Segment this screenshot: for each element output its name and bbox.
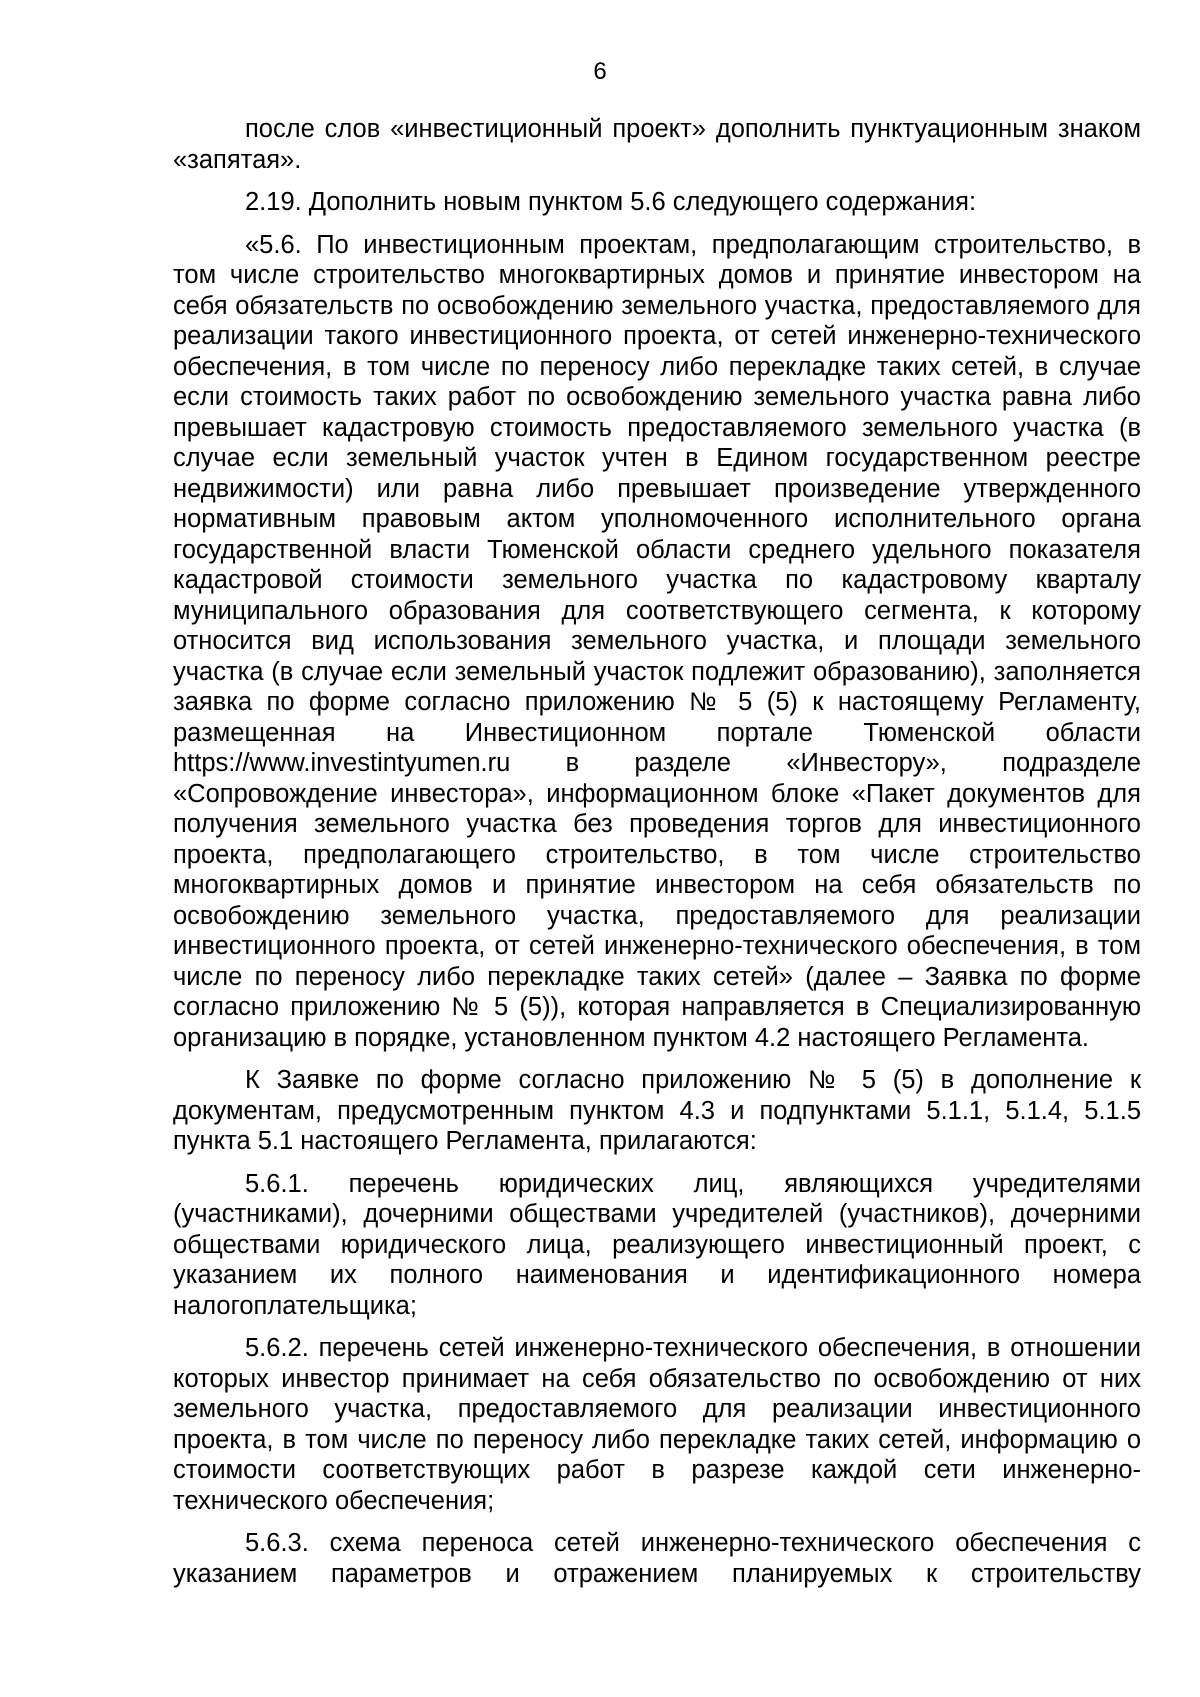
paragraph-2-19: 2.19. Дополнить новым пунктом 5.6 следующего содержания: [245,188,977,216]
paragraph-5-6-1: 5.6.1. перечень юридических лиц, являющихся учредителями (участниками), дочерними обществами учредителей (участников), дочерними обществами юридического лица, реализующего инвестиционный проект, с указанием их полного наименования и идентификационного номера налогоплательщика; [173,1169,1141,1320]
paragraph-application-attachments: К Заявке по форме согласно приложению № 5 (5) в дополнение к документам, предусмотренным пунктом 4.3 и подпунктами 5.1.1, 5.1.4, 5.1.5 пункта 5.1 настоящего Регламента, прилагаются: [173,1066,1141,1155]
document-body [173,114,1141,1601]
paragraph-5-6-2: 5.6.2. перечень сетей инженерно-технического обеспечения, в отношении которых инвестор принимает на себя обязательство по освобождению от них земельного участка, предоставляемого для реализации инвестиционного проекта, в том числе по переносу либо перекладке таких сетей, информацию о стоимости соответствующих работ в разрезе каждой сети инженерно-технического обеспечения; [173,1334,1141,1515]
page-number: 6 [593,58,607,85]
paragraph-continuation: после слов «инвестиционный проект» дополнить пунктуационным знаком «запятая». [173,115,1141,174]
paragraph-5-6: «5.6. По инвестиционным проектам, предполагающим строительство, в том числе строительство многоквартирных домов и принятие инвестором на себя обязательств по освобождению земельного участка, предоставляемого для реализации такого инвестиционного проекта, от сетей инженерно-технического обеспечения, в том числе по переносу либо перекладке таких сетей, в случае если стоимость таких работ по освобождению земельного участка равна либо превышает кадастровую стоимость предоставляемого земельного участка (в случае если земельный участок учтен в Едином государственном реестре недвижимости) или равна либо превышает произведение утвержденного нормативным правовым актом уполномоченного исполнительного органа государственной власти Тюменской области среднего удельного показателя кадастровой стоимости земельного участка по кадастровому кварталу муниципального образования для соответствующего сегмента, к которому относится вид использования земельного участка, и площади земельного участка (в случае если земельный участок подлежит образованию), заполняется заявка по форме согласно приложению № 5 (5) к настоящему Регламенту, размещенная на Инвестиционном портале Тюменской области https://www.investintyumen.ru в разделе «Инвестору», подразделе «Сопровождение инвестора», информационном блоке «Пакет документов для получения земельного участка без проведения торгов для инвестиционного проекта, предполагающего строительство, в том числе строительство многоквартирных домов и принятие инвестором на себя обязательств по освобождению земельного участка, предоставляемого для реализации инвестиционного проекта, от сетей инженерно-технического обеспечения, в том числе по переносу либо перекладке таких сетей» (далее – Заявка по форме согласно приложению № 5 (5)), которая направляется в Специализированную организацию в порядке, установленном пунктом 4.2 настоящего Регламента. [173,230,1141,1052]
paragraph-5-6-3: 5.6.3. схема переноса сетей инженерно-технического обеспечения с указанием параметров и отражением планируемых к строительству [173,1529,1141,1588]
